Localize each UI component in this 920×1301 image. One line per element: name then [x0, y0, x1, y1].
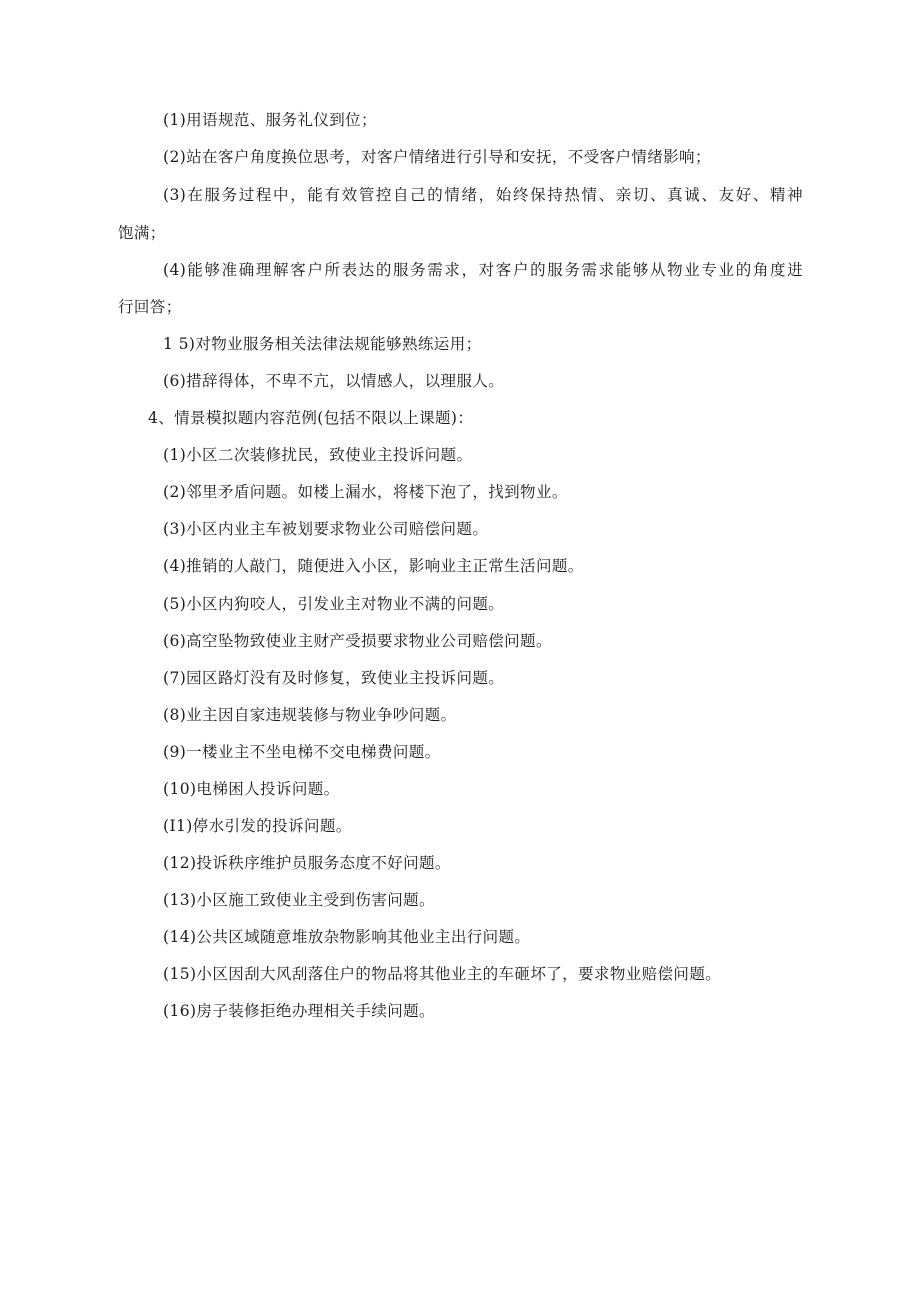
scenario-item-6: (6)高空坠物致使业主财产受损要求物业公司赔偿问题。	[163, 632, 552, 650]
scenario-item-14: (14)公共区域随意堆放杂物影响其他业主出行问题。	[163, 928, 531, 946]
requirement-item-4-cont: 行回答；	[118, 298, 182, 316]
scenario-item-8: (8)业主因自家违规装修与物业争吵问题。	[163, 706, 457, 724]
scenario-item-13: (13)小区施工致使业主受到伤害问题。	[163, 891, 435, 909]
requirement-item-3: (3)在服务过程中，能有效管控自己的情绪，始终保持热情、亲切、真诚、友好、精神	[163, 186, 803, 204]
scenario-item-9: (9)一楼业主不坐电梯不交电梯费问题。	[163, 743, 441, 761]
requirement-item-6: (6)措辞得体，不卑不亢，以情感人，以理服人。	[163, 372, 505, 390]
scenario-item-12: (12)投诉秩序维护员服务态度不好问题。	[163, 854, 451, 872]
scenario-item-7: (7)园区路灯没有及时修复，致使业主投诉问题。	[163, 669, 505, 687]
section-heading: 4、情景模拟题内容范例(包括不限以上课题)：	[148, 409, 474, 427]
scenario-item-3: (3)小区内业主车被划要求物业公司赔偿问题。	[163, 520, 489, 538]
scenario-item-4: (4)推销的人敲门，随便进入小区，影响业主正常生活问题。	[163, 557, 584, 575]
scenario-item-10: (10)电梯困人投诉问题。	[163, 780, 340, 798]
scenario-item-11: (I1)停水引发的投诉问题。	[163, 817, 352, 835]
requirement-item-5: 1 5)对物业服务相关法律法规能够熟练运用；	[163, 335, 482, 353]
scenario-item-15: (15)小区因刮大风刮落住户的物品将其他业主的车砸坏了，要求物业赔偿问题。	[163, 965, 722, 983]
requirement-item-2: (2)站在客户角度换位思考，对客户情绪进行引导和安抚，不受客户情绪影响；	[163, 148, 711, 166]
scenario-item-2: (2)邻里矛盾问题。如楼上漏水，将楼下泡了，找到物业。	[163, 483, 568, 501]
requirement-item-1: (1)用语规范、服务礼仪到位；	[163, 111, 377, 129]
scenario-item-1: (1)小区二次装修扰民，致使业主投诉问题。	[163, 446, 473, 464]
scenario-item-5: (5)小区内狗咬人，引发业主对物业不满的问题。	[163, 595, 505, 613]
scenario-item-16: (16)房子装修拒绝办理相关手续问题。	[163, 1002, 435, 1020]
requirement-item-4: (4)能够准确理解客户所表达的服务需求，对客户的服务需求能够从物业专业的角度进	[163, 261, 803, 279]
requirement-item-3-cont: 饱满；	[118, 224, 166, 242]
